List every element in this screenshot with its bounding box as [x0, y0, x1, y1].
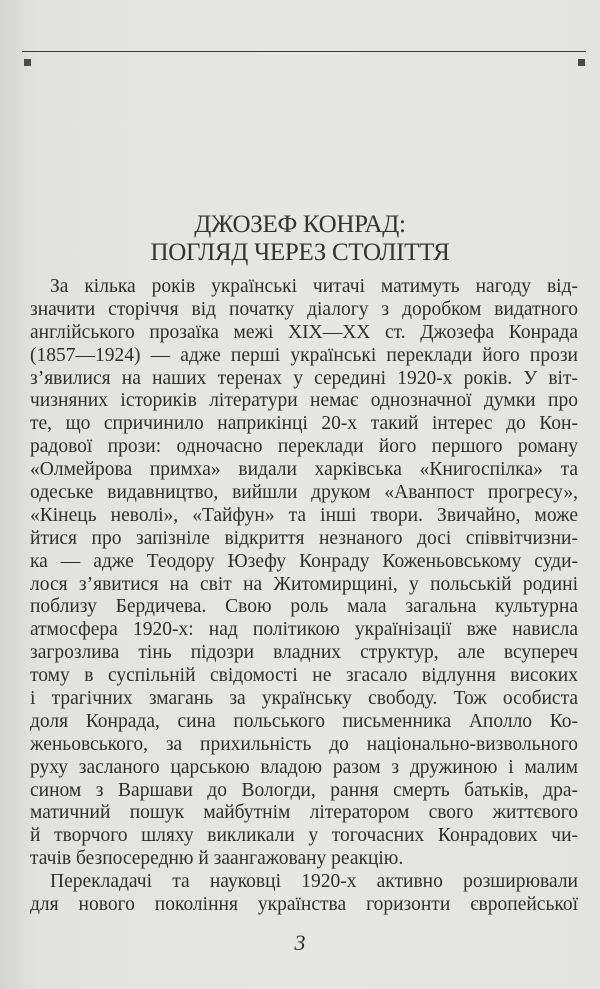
text-line: «Олмейрова примха» видали харківська «Книгоспілка» та	[30, 459, 578, 481]
text-line: загрозлива тінь підозри владних структур, але всупереч	[30, 642, 578, 664]
text-line: лося з’явитися на світ на Житомирщині, у польській родині	[30, 573, 578, 595]
chapter-title-line-2: ПОГЛЯД ЧЕРЕЗ СТОЛІТТЯ	[150, 239, 450, 266]
text-line: тому в суспільній свідомості не згасало відлуння високих	[30, 665, 578, 687]
text-line: чизняних істориків літератури немає однозначної думки про	[30, 390, 578, 412]
page-number: 3	[294, 930, 306, 955]
text-line: За кілька років українські читачі матимуть нагоду від-	[50, 276, 578, 297]
body-text	[30, 276, 578, 917]
text-line: женьовського, за прихильність до національно-визвольного	[30, 733, 578, 755]
text-line: руху засланого царською владою разом з дружиною і малим	[30, 756, 578, 778]
text-line: для нового покоління українства горизонти європейської	[30, 894, 578, 916]
header-rule	[22, 51, 586, 52]
header-square-right	[578, 59, 585, 66]
text-line: й творчого шляху викликали у тогочасних Конрадових чи-	[30, 825, 578, 847]
text-line: сином з Варшави до Вологди, рання смерть батьків, дра-	[30, 779, 578, 801]
text-line: поблизу Бердичева. Свою роль мала загальна культурна	[30, 596, 578, 618]
text-line: Перекладачі та науковці 1920-х активно розширювали	[50, 871, 578, 893]
text-line: тачів безпосередню й заангажовану реакцію.	[30, 848, 404, 870]
text-line: матичний пошук майбутнім літератором свого життєвого	[30, 802, 578, 824]
text-line: і трагічних змагань за українську свободу. Тож особиста	[30, 688, 578, 710]
text-line: «Кінець неволі», «Тайфун» та інші твори. Звичайно, може	[30, 504, 578, 526]
text-line: доля Конрада, сина польського письменника Аполло Ко-	[30, 710, 578, 732]
text-line: з’явилися на наших теренах у середині 1920-х років. У віт-	[30, 367, 578, 389]
text-line: атмосфера 1920-х: над політикою українізації вже нависла	[30, 619, 578, 641]
text-line: англійського прозаїка межі XIX—XX ст. Джозефа Конрада	[30, 321, 578, 343]
text-line: одеське видавництво, вийшли друком «Аванпост прогресу»,	[30, 482, 578, 504]
text-line: значити сторіччя від початку діалогу з доробком видатного	[30, 298, 578, 320]
text-line: (1857—1924) — адже перші українські переклади його прози	[30, 344, 578, 366]
text-line: ка — адже Теодору Юзефу Конраду Коженьовському суди-	[30, 550, 578, 572]
header-square-left	[24, 59, 31, 66]
chapter-title-line-1: ДЖОЗЕФ КОНРАД:	[194, 211, 406, 238]
text-line: те, що спричинило наприкінці 20-х такий інтерес до Кон-	[30, 413, 578, 435]
text-line: йтися про запізніле відкриття незнаного досі співвітчизни-	[30, 527, 578, 549]
text-line: радової прози: одночасно переклади його першого роману	[30, 436, 578, 458]
